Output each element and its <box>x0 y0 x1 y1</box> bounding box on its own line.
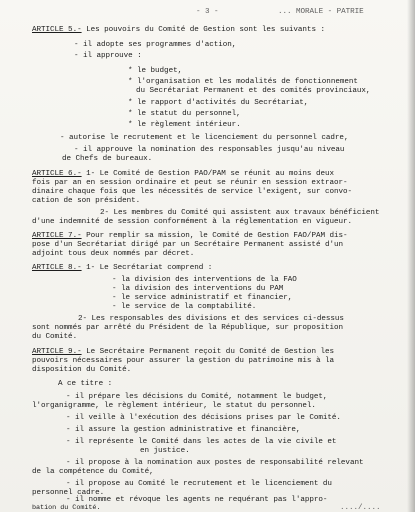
article-5-line-2: - il approuve : <box>74 52 142 60</box>
article-5-bullet-1: * le budget, <box>128 67 183 75</box>
article-5-line-1: - il adopte ses programmes d'action, <box>74 41 237 49</box>
article-8-item-4: - le service de la comptabilité. <box>112 303 257 311</box>
article-8-title-line <box>32 264 212 273</box>
scan-edge-shadow <box>407 0 415 512</box>
article-9-task-5a: - il propose à la nomination aux postes de responsabilité relevant <box>66 459 364 467</box>
article-9-task-7a: - il nomme et révoque les agents ne requérant pas l'appro- <box>66 496 328 504</box>
article-7-p1b: pose d'un Secrétariat dirigé par un Secrétaire Permanent assisté d'un <box>32 241 343 249</box>
article-5-line-3: - autorise le recrutement et le licenciement du personnel cadre, <box>60 134 349 142</box>
article-9-task-2: - il veille à l'exécution des décisions prises par le Comité. <box>66 414 341 422</box>
article-8-item-2: - la division des interventions du PAM <box>112 285 284 293</box>
article-7-title-line <box>32 232 348 241</box>
article-9-task-1b: l'organigramme, le règlement intérieur, le statut du personnel. <box>32 402 316 410</box>
article-5-intro: Les pouvoirs du Comité de Gestion sont les suivants : <box>86 26 325 34</box>
header-motto: ... MORALE - PATRIE <box>278 8 364 16</box>
article-9-task-7b: bation du Comité. <box>32 504 101 512</box>
article-7-p1a: Pour remplir sa mission, le Comité de Gestion FAO/PAM dis- <box>86 232 348 240</box>
article-9-p1c: disposition du Comité. <box>32 366 132 374</box>
article-8-item-1: - la division des interventions de la FAO <box>112 276 297 284</box>
article-5-heading: ARTICLE 5.- <box>32 26 82 34</box>
article-5-bullet-2b: du Secrétariat Permanent et des comités provinciaux, <box>136 87 371 95</box>
article-5-line-4b: de Chefs de bureaux. <box>62 155 153 163</box>
article-9-task-3: - il assure la gestion administrative et financière, <box>66 426 301 434</box>
article-9-task-4a: - il représente le Comité dans les actes de la vie civile et <box>66 438 337 446</box>
article-8-item-3: - le service administratif et financier, <box>112 294 293 302</box>
article-9-task-4b: en justice. <box>140 447 190 455</box>
article-5-bullet-5: * le règlement intérieur. <box>128 121 241 129</box>
article-9-p1b: pouvoirs nécessaires pour assurer la gestion du patrimoine mis à la <box>32 357 334 365</box>
article-9-heading: ARTICLE 9.- <box>32 348 82 356</box>
article-6-p1b: fois par an en session ordinaire et peut se réunir en session extraor- <box>32 179 348 187</box>
article-9-task-6a: - il propose au Comité le recrutement et le licenciement du <box>66 480 332 488</box>
article-8-intro: 1- Le Secrétariat comprend : <box>86 264 213 272</box>
article-5-bullet-3: * le rapport d'activités du Secrétariat, <box>128 99 309 107</box>
article-7-heading: ARTICLE 7.- <box>32 232 82 240</box>
article-9-task-1a: - il prépare les décisions du Comité, notamment le budget, <box>66 393 328 401</box>
article-8-heading: ARTICLE 8.- <box>32 264 82 272</box>
article-6-p1c: dinaire chaque fois que les nécessités de service l'exigent, sur convo- <box>32 188 352 196</box>
page-continuation-mark: ..../.... <box>340 504 381 512</box>
article-6-p1d: cation de son président. <box>32 197 141 205</box>
article-6-p2a: 2- Les membres du Comité qui assistent aux travaux bénéficient <box>100 209 380 217</box>
article-9-task-5b: de la compétence du Comité, <box>32 468 154 476</box>
article-5-bullet-2a: * l'organisation et les modalités de fonctionnement <box>128 78 358 86</box>
article-6-p2b: d'une indemnité de session conformément à la réglementation en vigueur. <box>32 218 352 226</box>
article-5-bullet-4: * le statut du personnel, <box>128 110 241 118</box>
article-8-p2c: du Comité. <box>32 333 78 341</box>
article-5-line-4a: - il approuve la nomination des responsables jusqu'au niveau <box>74 146 345 154</box>
article-9-p1a: Le Secrétaire Permanent reçoit du Comité de Gestion les <box>86 348 334 356</box>
article-6-title-line <box>32 170 334 179</box>
article-8-p2a: 2- Les responsables des divisions et des services ci-dessus <box>78 315 344 323</box>
article-5-title-line <box>32 26 325 35</box>
article-9-task-6b: personnel cadre. <box>32 489 105 497</box>
page-number: - 3 - <box>196 8 219 16</box>
article-7-p1c: adjoint tous deux nommés par décret. <box>32 250 195 258</box>
article-9-a-ce-titre: A ce titre : <box>58 380 113 388</box>
article-8-p2b: sont nommés par arrêté du Président de la République, sur proposition <box>32 324 343 332</box>
article-6-p1a: 1- Le Comité de Gestion PAO/PAM se réunit au moins deux <box>86 170 334 178</box>
article-6-heading: ARTICLE 6.- <box>32 170 82 178</box>
article-9-title-line <box>32 348 334 357</box>
